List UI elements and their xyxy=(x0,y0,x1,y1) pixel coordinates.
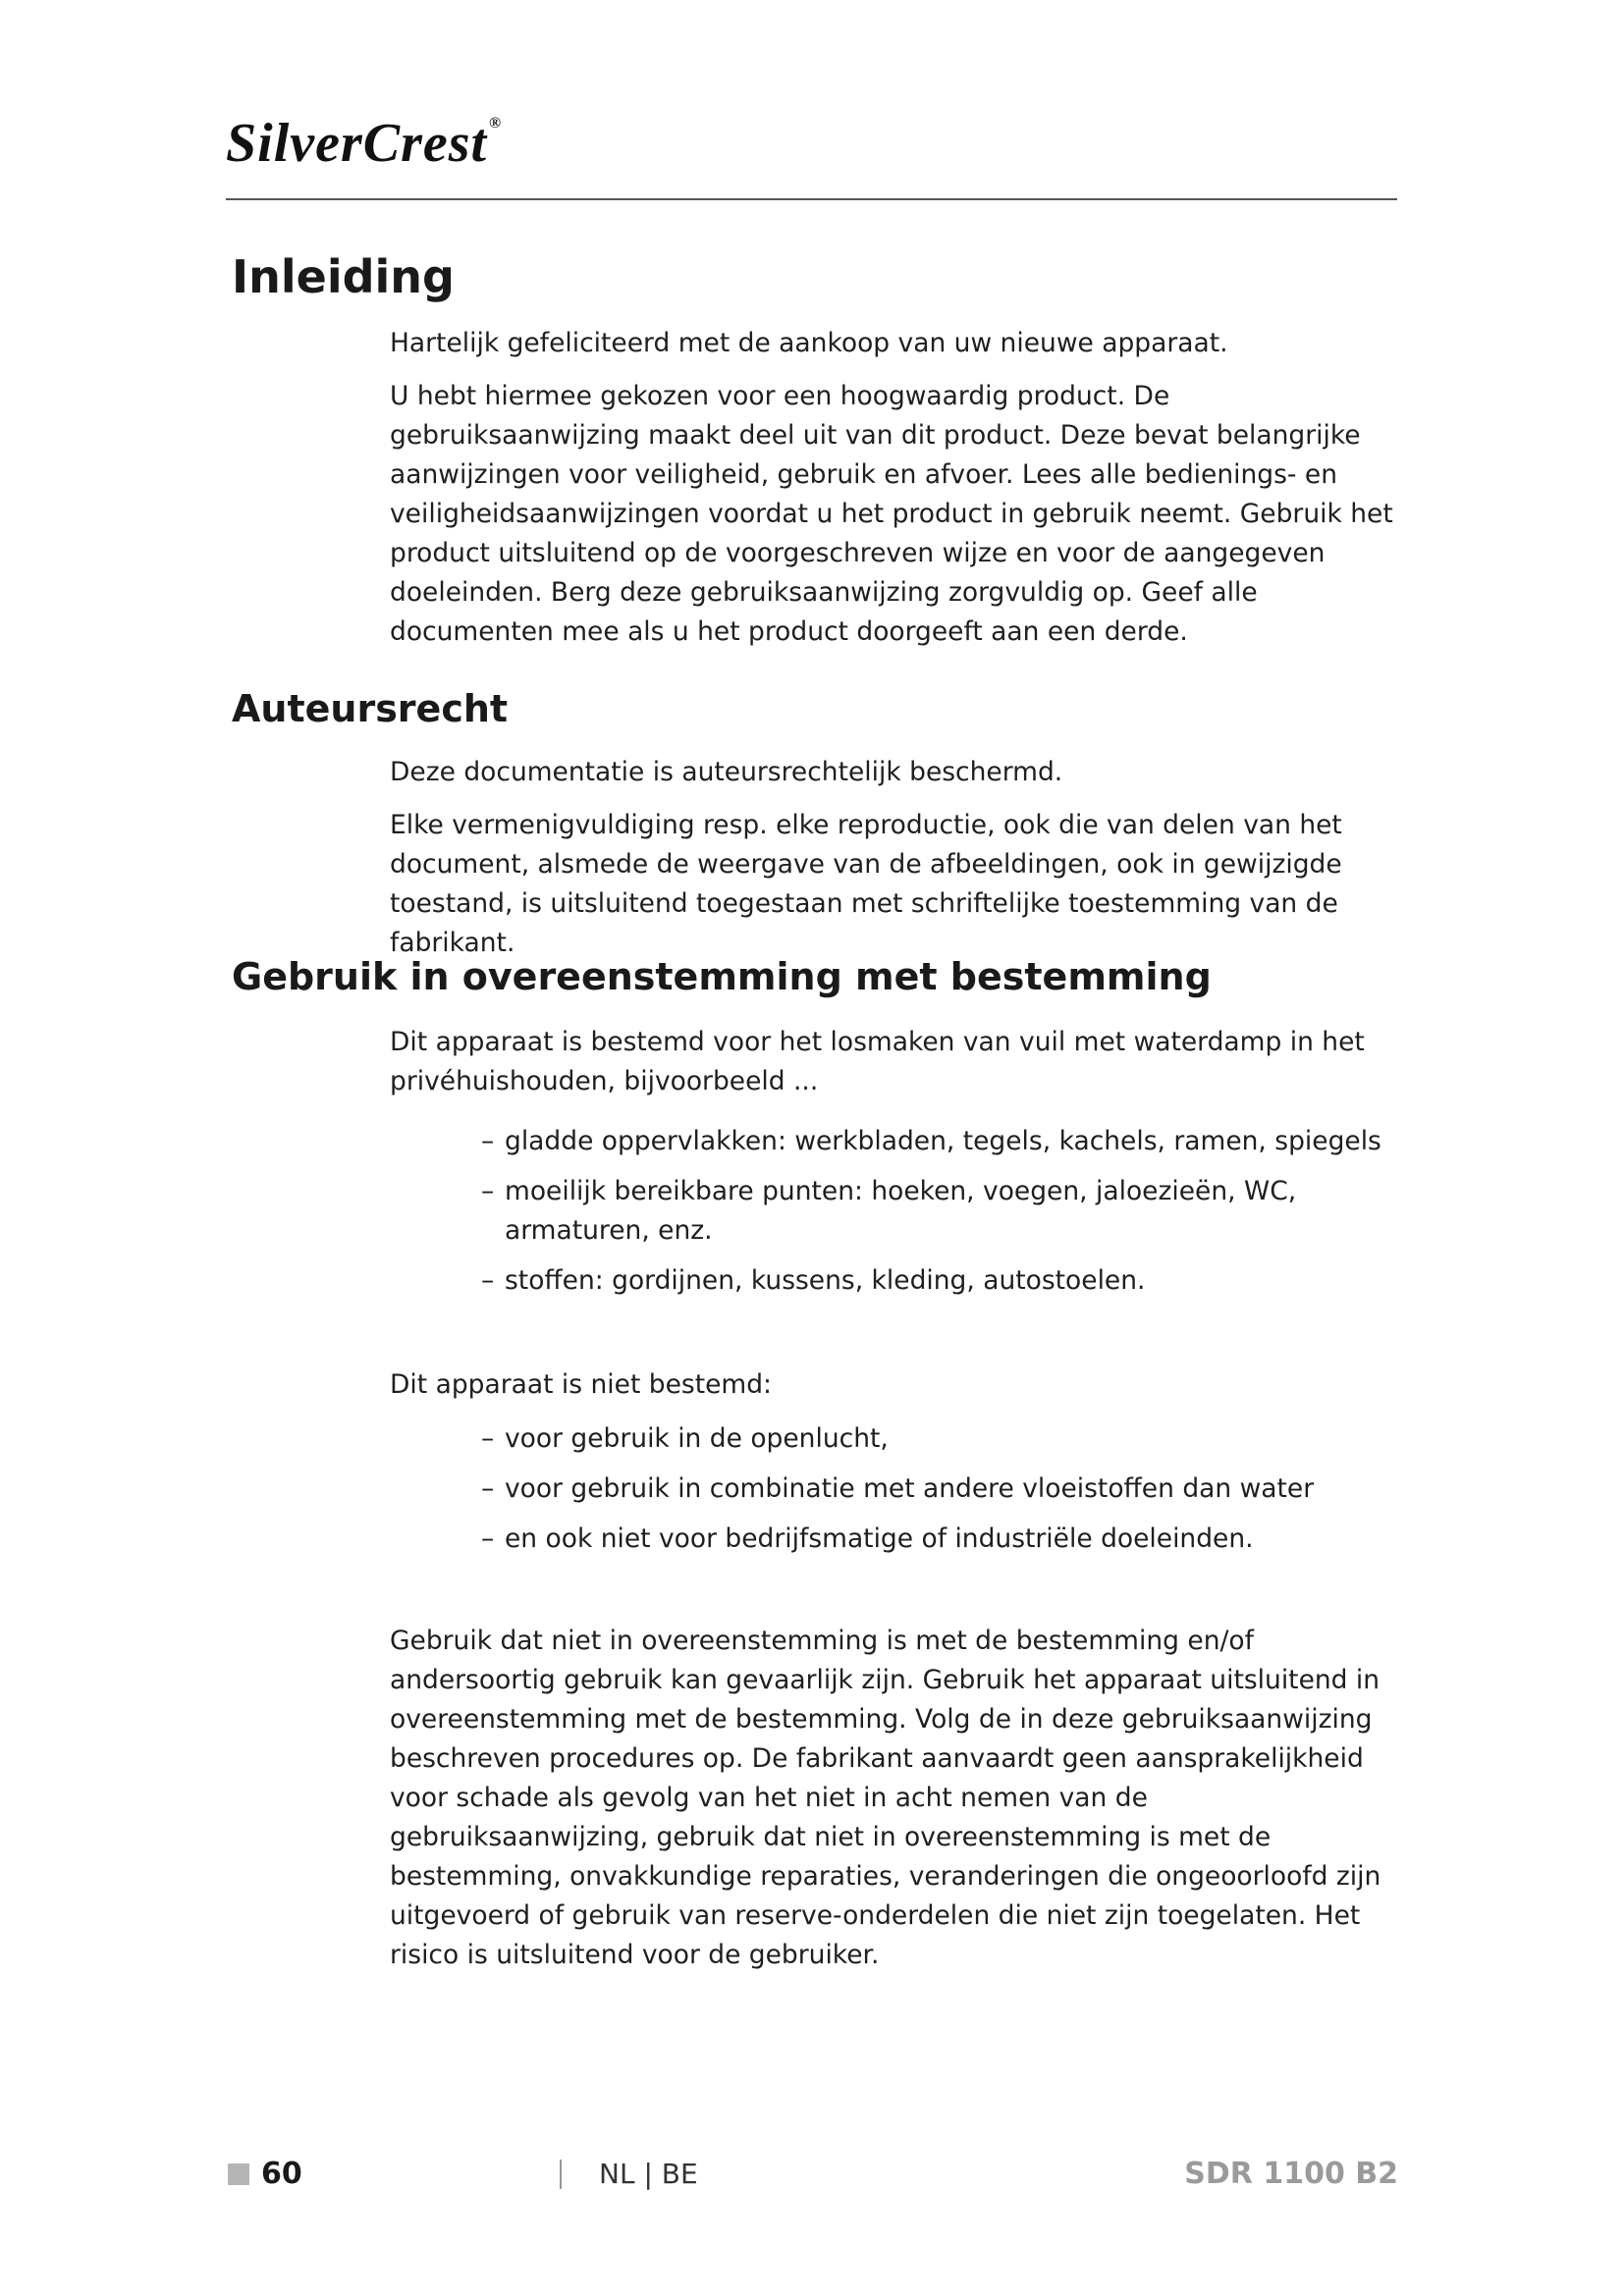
registered-mark: ® xyxy=(489,115,503,132)
list-item: – stoffen: gordijnen, kussens, kleding, autostoelen. xyxy=(481,1261,1424,1301)
heading-auteursrecht: Auteursrecht xyxy=(232,687,509,730)
intro-paragraph-1: Hartelijk gefeliciteerd met de aankoop van uw nieuwe apparaat. xyxy=(390,328,1228,358)
model-number: SDR 1100 B2 xyxy=(1184,2157,1398,2191)
not-intended-list xyxy=(481,1419,1424,1570)
footer-square-icon xyxy=(228,2163,249,2185)
list-dash: – xyxy=(481,1523,495,1554)
brand-name: SilverCrest xyxy=(226,113,488,174)
intro-paragraph-2: U hebt hiermee gekozen voor een hoogwaardig product. De gebruiksaanwijzing maakt deel uit van dit product. Deze bevat belangrijke aanwijzingen voor veiligheid, gebruik en afvoer. Lees alle bedienings- en veiligheidsaanwijzingen voordat u het product in gebruik neemt. Gebruik het product uitsluitend op de voorgeschreven wijze en voor de aangegeven doeleinden. Berg deze gebruiksaanwijzing zorgvuldig op. Geef alle documenten mee als u het product doorgeeft aan een derde. xyxy=(390,381,1393,647)
heading-intended-use: Gebruik in overeenstemming met bestemming xyxy=(232,955,1212,998)
list-dash: – xyxy=(481,1265,495,1296)
list-dash: – xyxy=(481,1473,495,1504)
liability-paragraph: Gebruik dat niet in overeenstemming is met de bestemming en/of andersoortig gebruik kan gevaarlijk zijn. Gebruik het apparaat uitsluitend in overeenstemming met de bestemming. Volg de in deze gebruiksaanwijzing beschreven procedures op. De fabrikant aanvaardt geen aansprakelijkheid voor schade als gevolg van het niet in acht nemen van de gebruiksaanwijzing, gebruik dat niet in overeenstemming is met de bestemming, onvakkundige reparaties, veranderingen die ongeoorloofd zijn uitgevoerd of gebruik van reserve-onderdelen die niet zijn toegelaten. Het risico is uitsluitend voor de gebruiker. xyxy=(390,1626,1381,1970)
list-dash: – xyxy=(481,1423,495,1454)
brand-logo xyxy=(226,113,503,174)
list-item: – moeilijk bereikbare punten: hoeken, voegen, jaloezieën, WC, armaturen, enz. xyxy=(481,1172,1424,1251)
page-footer xyxy=(228,2155,1398,2194)
intended-use-paragraph-1: Dit apparaat is bestemd voor het losmaken van vuil met waterdamp in het privéhuishouden, bijvoorbeeld ... xyxy=(390,1027,1365,1096)
list-item: – en ook niet voor bedrijfsmatige of industriële doeleinden. xyxy=(481,1520,1424,1559)
list-dash: – xyxy=(481,1126,495,1156)
not-intended-paragraph: Dit apparaat is niet bestemd: xyxy=(390,1369,772,1400)
heading-inleiding: Inleiding xyxy=(232,250,455,303)
language-code: NL | BE xyxy=(599,2158,698,2190)
list-item: – voor gebruik in de openlucht, xyxy=(481,1419,1424,1459)
page-number: 60 xyxy=(261,2157,302,2191)
copyright-paragraph-2: Elke vermenigvuldiging resp. elke reproductie, ook die van delen van het document, alsmede de weergave van de afbeeldingen, ook in gewijzigde toestand, is uitsluitend toegestaan met schriftelijke toestemming van de fabrikant. xyxy=(390,810,1342,958)
copyright-paragraph-1: Deze documentatie is auteursrechtelijk beschermd. xyxy=(390,757,1063,787)
suitable-surfaces-list xyxy=(481,1122,1424,1311)
list-dash: – xyxy=(481,1176,495,1206)
list-item: – voor gebruik in combinatie met andere vloeistoffen dan water xyxy=(481,1469,1424,1509)
footer-divider xyxy=(560,2160,562,2189)
list-item: – gladde oppervlakken: werkbladen, tegels, kachels, ramen, spiegels xyxy=(481,1122,1424,1161)
header-rule xyxy=(226,198,1397,200)
